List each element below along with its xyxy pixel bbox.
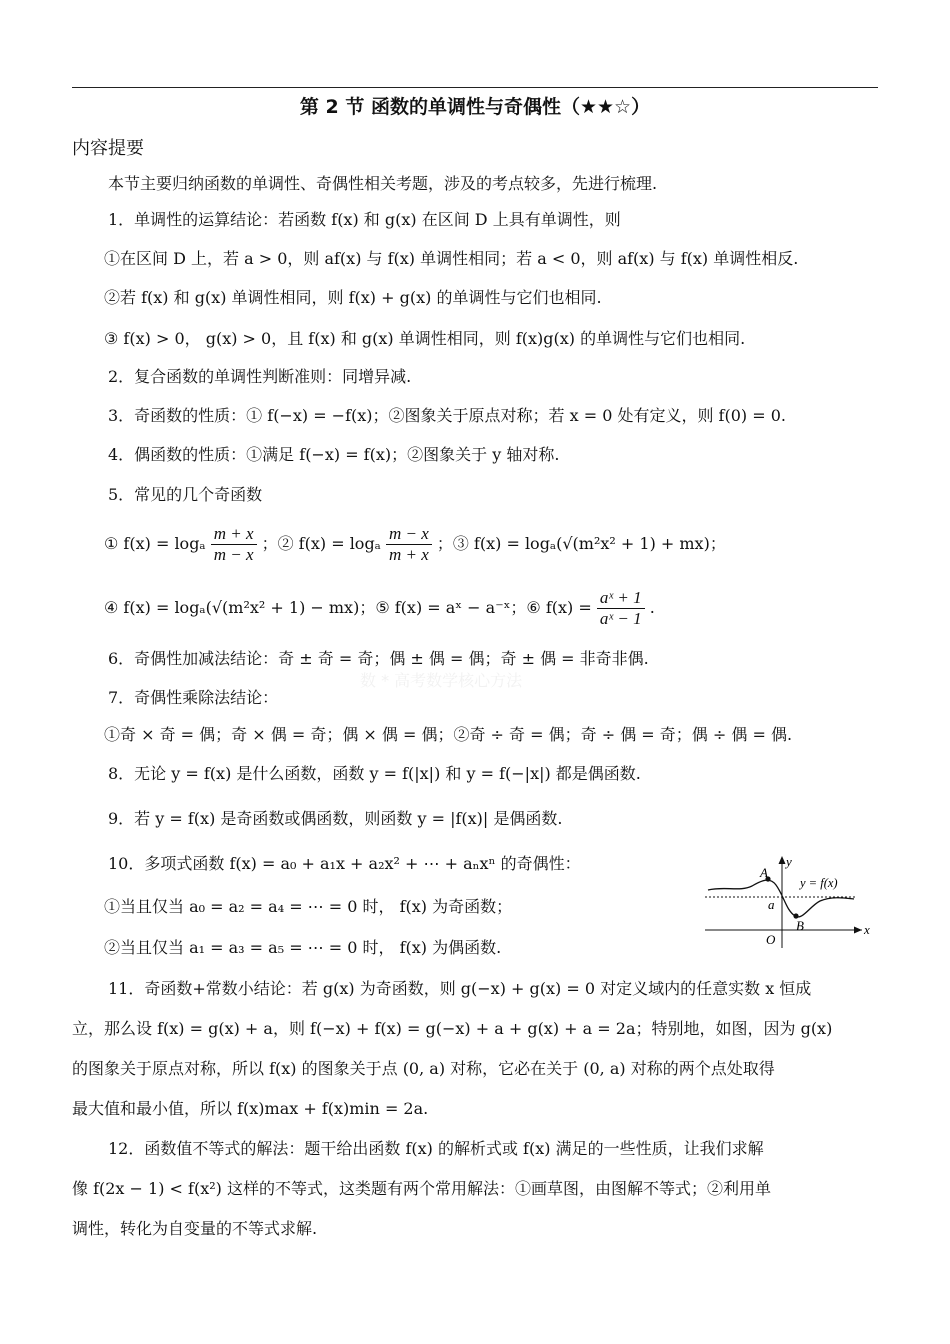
label-x: x	[864, 922, 870, 937]
item-10: 10．多项式函数 f(x) = a₀ + a₁x + a₂x² + ⋯ + aₙxⁿ 的奇偶性：	[108, 854, 581, 873]
item-12-line-3: 调性，转化为自变量的不等式求解.	[72, 1219, 318, 1238]
item-11-line-1: 11．奇函数+常数小结论：若 g(x) 为奇函数，则 g(−x) + g(x) = 0 对定义域内的任意实数 x 恒成	[108, 979, 812, 998]
label-B: B	[796, 918, 804, 933]
formula-6-denominator: aˣ − 1	[599, 609, 642, 628]
item-10-a: ①当且仅当 a₀ = a₂ = a₄ = ⋯ = 0 时， f(x) 为奇函数；	[104, 897, 513, 916]
formula-6-fraction	[597, 588, 645, 629]
formula-6-end: .	[649, 598, 655, 617]
header-rule	[72, 87, 878, 88]
label-y: y	[786, 854, 792, 869]
item-11-line-2: 立，那么设 f(x) = g(x) + a，则 f(−x) + f(x) = g(−x) + a + g(x) + a = 2a；特别地，如图，因为 g(x)	[72, 1019, 833, 1038]
item-5: 5．常见的几个奇函数	[108, 485, 263, 504]
item-8: 8．无论 y = f(x) 是什么函数，函数 y = f(|x|) 和 y = f(−|x|) 都是偶函数.	[108, 764, 641, 783]
item-3: 3．奇函数的性质：① f(−x) = −f(x)；②图象关于原点对称；若 x = 0 处有定义，则 f(0) = 0.	[108, 406, 786, 425]
formula-1-fraction	[211, 524, 257, 565]
item-1-c: ③ f(x) > 0， g(x) > 0，且 f(x) 和 g(x) 单调性相同，则 f(x)g(x) 的单调性与它们也相同.	[104, 329, 746, 348]
x-axis-arrow	[854, 927, 862, 934]
item-4: 4．偶函数的性质：①满足 f(−x) = f(x)；②图象关于 y 轴对称.	[108, 445, 560, 464]
formula-6-numerator: aˣ + 1	[597, 588, 645, 609]
formula-2-fraction	[386, 524, 432, 565]
item-7: 7．奇偶性乘除法结论：	[108, 688, 279, 707]
curve-label: y = f(x)	[800, 876, 838, 890]
formula-1-denominator: m − x	[213, 545, 254, 564]
odd-functions-row-2	[104, 588, 655, 629]
section-title: 第 2 节 函数的单调性与奇偶性（★★☆）	[299, 96, 651, 118]
formula-2-denominator: m + x	[388, 545, 429, 564]
formula-2-numerator: m − x	[386, 524, 432, 545]
intro-text: 本节主要归纳函数的单调性、奇偶性相关考题，涉及的考点较多，先进行梳理.	[108, 174, 658, 193]
formula-1-lead: ① f(x) = logₐ	[104, 534, 206, 553]
function-graph-figure	[700, 852, 878, 952]
formula-4-5-6: ④ f(x) = logₐ(√(m²x² + 1) − mx)；⑤ f(x) = aˣ − a⁻ˣ；⑥ f(x) =	[104, 598, 592, 617]
item-7-a: ①奇 × 奇 = 偶；奇 × 偶 = 奇；偶 × 偶 = 偶；②奇 ÷ 奇 = 偶；奇 ÷ 偶 = 奇；偶 ÷ 偶 = 偶.	[104, 725, 793, 744]
formula-1-numerator: m + x	[211, 524, 257, 545]
formula-2-lead: ；② f(x) = logₐ	[261, 534, 381, 553]
item-12-line-2: 像 f(2x − 1) < f(x²) 这样的不等式，这类题有两个常用解法：①画草图，由图解不等式；②利用单	[72, 1179, 771, 1198]
item-1-a: ①在区间 D 上，若 a > 0，则 af(x) 与 f(x) 单调性相同；若 a < 0，则 af(x) 与 f(x) 单调性相反.	[104, 249, 799, 268]
watermark: 数 * 高考数学核心方法	[360, 671, 523, 690]
item-10-b: ②当且仅当 a₁ = a₃ = a₅ = ⋯ = 0 时， f(x) 为偶函数.	[104, 938, 502, 957]
item-12-line-1: 12．函数值不等式的解法：题干给出函数 f(x) 的解析式或 f(x) 满足的一些性质，让我们求解	[108, 1139, 764, 1158]
item-1-b: ②若 f(x) 和 g(x) 单调性相同，则 f(x) + g(x) 的单调性与它们也相同.	[104, 288, 602, 307]
odd-functions-row-1	[104, 524, 726, 565]
label-A: A	[760, 865, 768, 880]
item-2: 2．复合函数的单调性判断准则：同增异减.	[108, 367, 412, 386]
item-6: 6．奇偶性加减法结论：奇 ± 奇 = 奇；偶 ± 偶 = 偶；奇 ± 偶 = 非奇非偶.	[108, 649, 649, 668]
item-1: 1．单调性的运算结论：若函数 f(x) 和 g(x) 在区间 D 上具有单调性，则	[108, 210, 621, 229]
item-9: 9．若 y = f(x) 是奇函数或偶函数，则函数 y = |f(x)| 是偶函数.	[108, 809, 563, 828]
content-heading: 内容提要	[72, 138, 144, 159]
item-11-line-4: 最大值和最小值，所以 f(x)max + f(x)min = 2a.	[72, 1099, 429, 1118]
label-a: a	[768, 897, 775, 912]
label-O: O	[766, 932, 776, 947]
item-11-line-3: 的图象关于原点对称，所以 f(x) 的图象关于点 (0, a) 对称，它必在关于 (0, a) 对称的两个点处取得	[72, 1059, 775, 1078]
formula-3: ；③ f(x) = logₐ(√(m²x² + 1) + mx)；	[436, 534, 726, 553]
y-axis-arrow	[779, 856, 786, 864]
